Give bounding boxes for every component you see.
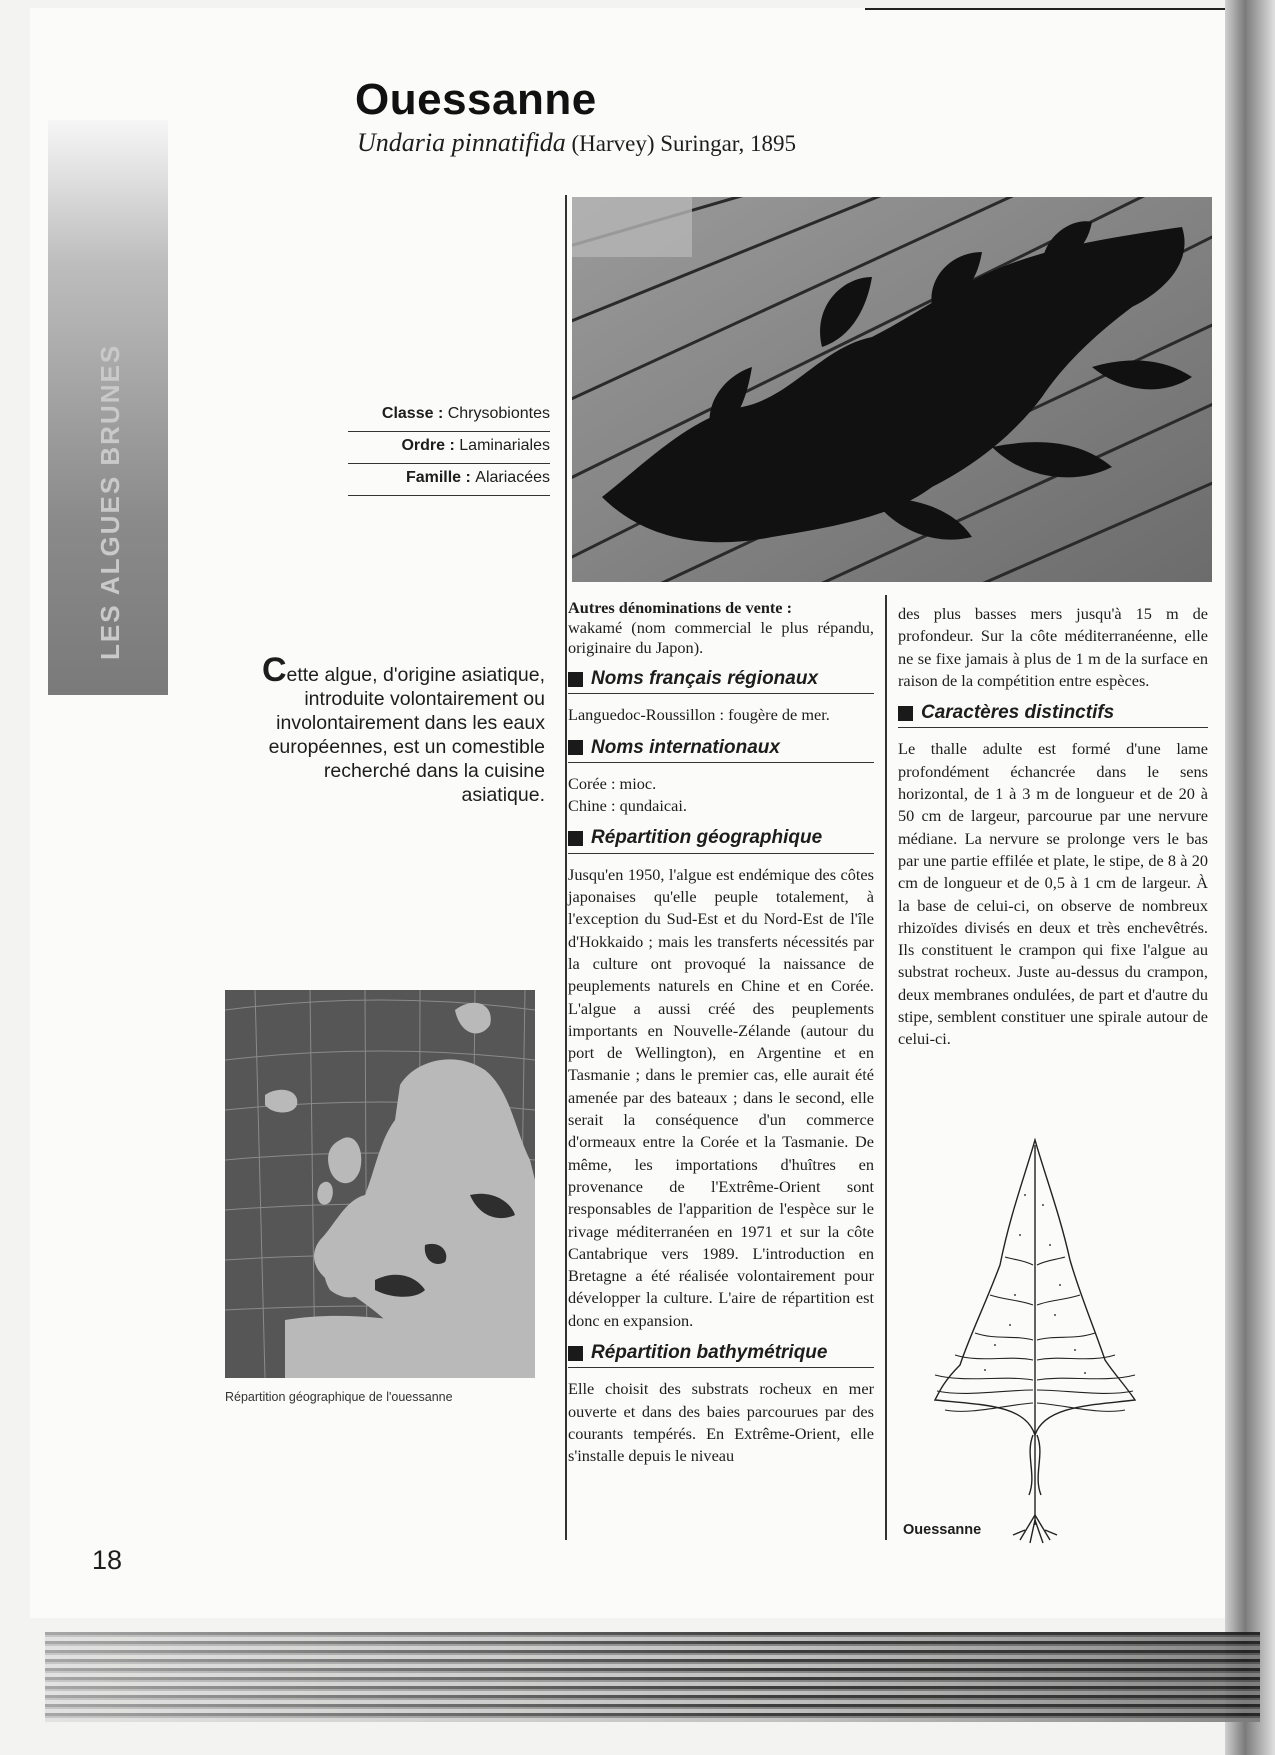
- column-right: [898, 603, 1208, 1051]
- section-label: LES ALGUES BRUNES: [95, 343, 125, 660]
- taxonomy-row-famille: Famille : Alariacées: [348, 464, 550, 496]
- section-heading-geo: Répartition géographique: [568, 827, 874, 853]
- taxonomy-value: Chrysobiontes: [447, 405, 550, 422]
- column-rule-left: [565, 195, 567, 1540]
- algae-photo-image: [572, 197, 1212, 582]
- column-middle: [568, 598, 874, 1468]
- map-caption: Répartition géographique de l'ouessanne: [225, 1390, 453, 1404]
- algae-photo: [572, 197, 1212, 582]
- other-names-text: wakamé (nom commercial le plus répandu, originaire du Japon).: [568, 618, 874, 657]
- taxonomy-value: Alariacées: [475, 469, 550, 486]
- scan-bottom-strip: [45, 1632, 1260, 1722]
- taxonomy-value: Laminariales: [459, 437, 550, 454]
- europe-map-image: [225, 990, 535, 1378]
- section-heading-regional: Noms français régionaux: [568, 668, 874, 694]
- frond-illustration: [925, 1135, 1145, 1545]
- page-title: Ouessanne: [355, 75, 597, 124]
- intl-label-china: Chine :: [568, 796, 616, 816]
- taxonomy-row-classe: Classe : Chrysobiontes: [348, 400, 550, 432]
- drop-cap: C: [261, 651, 287, 689]
- square-bullet-icon: [568, 831, 583, 846]
- taxonomy-box: [348, 400, 550, 496]
- intro-paragraph: [240, 651, 545, 807]
- taxonomy-row-ordre: Ordre : Laminariales: [348, 432, 550, 464]
- intl-text-korea: mioc.: [619, 773, 657, 793]
- column-rule-right: [885, 595, 887, 1540]
- other-names-label: Autres dénominations de vente :: [568, 598, 793, 617]
- section-heading-international: Noms internationaux: [568, 737, 874, 763]
- bathy-text: Elle choisit des substrats rocheux en mer ouverte et dans des baies parcourues par des courants tempérés. En Extrême-Orient, elle s'installe depuis le niveau: [568, 1379, 874, 1466]
- distribution-map: [225, 990, 535, 1378]
- frond-drawing: [925, 1135, 1145, 1545]
- intl-text-china: qundaicai.: [619, 796, 687, 816]
- scan-shadow: [1225, 0, 1275, 1755]
- bathy-continuation: des plus basses mers jusqu'à 15 m de profondeur. Sur la côte méditerranéenne, elle ne se fixe jamais à plus de 1 m de la surface en raison de la compétition entre espèces.: [898, 604, 1208, 690]
- taxonomy-label: Famille: [405, 469, 462, 486]
- page-number: 18: [92, 1545, 123, 1575]
- features-text: Le thalle adulte est formé d'une lame profondément échancrée dans le sens horizontal, de 1 à 3 m de longueur et de 20 à 50 cm de largeur, parcourue par une nervure médiane. La nervure se prolonge vers le bas par une partie effilée et plate, le stipe, de 8 à 20 cm de longueur et de 0,5 à 1 cm de largeur. À la base de celui-ci, on observe de nombreux rhizoïdes divisés en deux et très enchevêtrés. Ils constituent le crampon qui fixe l'algue au substrat rocheux. Juste au-dessus du crampon, deux membranes ondulées, de part et d'autre du stipe, semblent constituer une spirale autour de celui-ci.: [898, 739, 1208, 1049]
- authority: (Harvey) Suringar, 1895: [571, 131, 797, 156]
- top-rule: [865, 8, 1265, 10]
- scientific-name-line: [357, 128, 796, 158]
- square-bullet-icon: [568, 1346, 583, 1361]
- section-heading-features: Caractères distinctifs: [898, 702, 1208, 728]
- regional-label: Languedoc-Roussillon :: [568, 705, 725, 725]
- intl-label-korea: Corée :: [568, 773, 616, 793]
- geo-text: Jusqu'en 1950, l'algue est endémique des côtes japonaises qu'elle peuple totalement, à l'exception du Sud-Est et du Nord-Est de l'île d'Hokkaido ; mais les transferts nécessités par la culture ont provoqué la naissance de peuplements naturels en Chine et en Corée. L'algue a aussi créé des peuplements importants en Nouvelle-Zélande (autour du port de Wellington), en Argentine et en Tasmanie ; dans le premier cas, elle aurait été amenée par des bateaux ; dans le second, elle serait la conséquence d'un commerce d'ormeaux entre la Corée et la Tasmanie. De même, les importations d'huîtres en provenance de l'Extrême-Orient sont responsables de l'apparition de l'espèce sur le rivage méditerranéen en 1971 et sur la côte Cantabrique vers 1989. L'introduction en Bretagne a été réalisée volontairement pour développer la culture. L'aire de répartition est donc en expansion.: [568, 864, 874, 1330]
- regional-text: fougère de mer.: [728, 705, 830, 725]
- intro-text: ette algue, d'origine asiatique, introduite volontairement ou involontairement dans les eaux européennes, est un comestible recherché dans la cuisine asiatique.: [268, 664, 545, 806]
- square-bullet-icon: [898, 706, 913, 721]
- square-bullet-icon: [568, 672, 583, 687]
- drawing-caption: Ouessanne: [903, 1522, 982, 1538]
- square-bullet-icon: [568, 740, 583, 755]
- taxonomy-label: Ordre: [401, 437, 446, 454]
- taxonomy-label: Classe: [381, 405, 434, 422]
- section-heading-bathy: Répartition bathymétrique: [568, 1342, 874, 1368]
- scientific-name: Undaria pinnatifida: [357, 128, 566, 157]
